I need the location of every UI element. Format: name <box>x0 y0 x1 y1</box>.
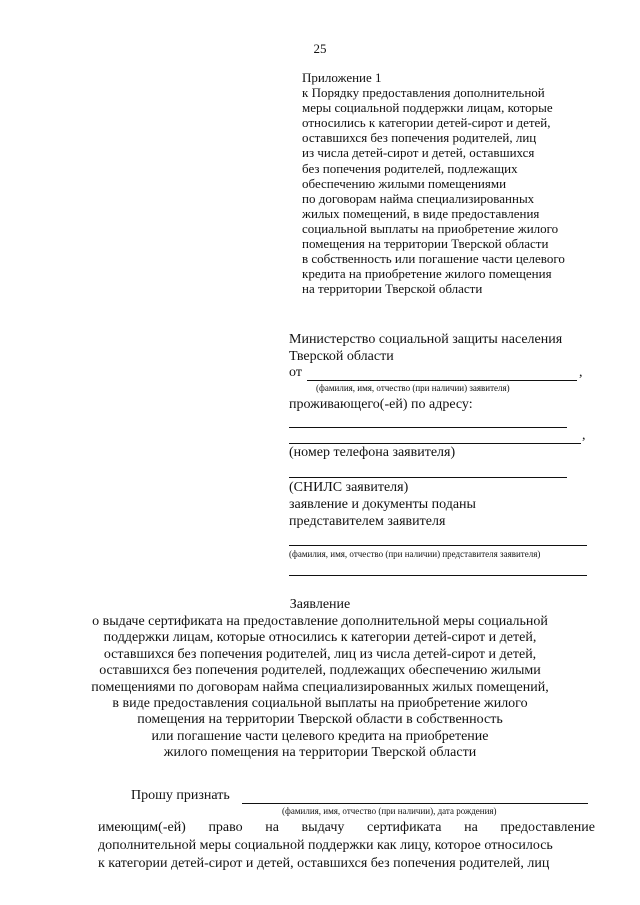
appendix-line: оставшихся без попечения родителей, лиц <box>302 130 537 146</box>
recognized-person-field[interactable] <box>242 803 588 804</box>
subject-line: о выдаче сертификата на предоставление дополнительной меры социальной <box>92 614 548 629</box>
body-line-2: дополнительной меры социальной поддержки как лицу, которое относилось <box>98 838 553 853</box>
subject-line: жилого помещения на территории Тверской области <box>163 745 477 761</box>
body-word: имеющим(-ей) <box>98 820 186 835</box>
appendix-block <box>302 70 565 296</box>
representative-line-1: заявление и документы поданы <box>289 497 476 512</box>
page-number: 25 <box>313 41 327 56</box>
appendix-line: жилых помещений, в виде предоставления <box>302 205 540 221</box>
statement-subject <box>0 614 640 762</box>
subject-line: оставшихся без попечения родителей, подлежащих обеспечению жилыми <box>99 663 541 679</box>
ministry-line-2: Тверской области <box>289 349 394 364</box>
subject-line: поддержки лицам, которые относились к категории детей-сирот и детей, <box>103 630 537 646</box>
body-word: предоставление <box>500 820 595 835</box>
representative-line-2: представителем заявителя <box>289 514 446 529</box>
address-field-2[interactable] <box>289 443 581 444</box>
appendix-line: меры социальной поддержки лицам, которые <box>302 100 553 116</box>
appendix-line: в собственность или погашение части целевого <box>302 251 565 267</box>
appendix-line: без попечения родителей, подлежащих <box>302 160 518 176</box>
appendix-line: относились к категории детей-сирот и детей, <box>302 115 551 131</box>
body-word: сертификата <box>366 820 442 835</box>
applicant-name-hint: (фамилия, имя, отчество (при наличии) заявителя) <box>316 383 510 393</box>
appendix-line: на территории Тверской области <box>302 281 483 297</box>
subject-line: оставшихся без попечения родителей, лиц из числа детей-сирот и детей, <box>103 646 537 662</box>
subject-line: помещения на территории Тверской области в собственность <box>137 712 503 728</box>
request-label: Прошу признать <box>131 788 230 803</box>
phone-label: (номер телефона заявителя) <box>289 445 456 460</box>
recognized-person-hint: (фамилия, имя, отчество (при наличии), дата рождения) <box>282 806 497 816</box>
appendix-line: социальной выплаты на приобретение жилого <box>302 220 559 236</box>
subject-line: в виде предоставления социальной выплаты на приобретение жилого <box>112 696 528 712</box>
appendix-line: по договорам найма специализированных <box>302 190 535 206</box>
snils-field[interactable] <box>289 477 567 478</box>
body-word: выдачу <box>301 820 345 835</box>
applicant-name-field[interactable] <box>307 380 577 381</box>
representative-name-hint: (фамилия, имя, отчество (при наличии) представителя заявителя) <box>289 549 541 559</box>
body-word: на <box>464 820 478 835</box>
address-field-1[interactable] <box>289 427 567 428</box>
body-word: на <box>265 820 279 835</box>
residence-label: проживающего(-ей) по адресу: <box>289 397 473 412</box>
body-line-1 <box>98 820 595 836</box>
from-label: от <box>289 365 302 380</box>
subject-line: помещениями по договорам найма специализированных жилых помещений, <box>91 679 549 695</box>
appendix-line: кредита на приобретение жилого помещения <box>302 266 552 282</box>
body-line-3: к категории детей-сирот и детей, оставшихся без попечения родителей, лиц <box>98 856 550 871</box>
appendix-line: из числа детей-сирот и детей, оставшихся <box>302 145 535 161</box>
appendix-line: помещения на территории Тверской области <box>302 236 549 252</box>
subject-line: или погашение части целевого кредита на приобретение <box>151 728 489 744</box>
comma: , <box>582 428 586 443</box>
representative-extra-field[interactable] <box>289 575 587 576</box>
representative-name-field[interactable] <box>289 545 587 546</box>
appendix-line: обеспечению жилыми помещениями <box>302 175 507 191</box>
appendix-heading: Приложение 1 <box>302 70 382 85</box>
appendix-line: к Порядку предоставления дополнительной <box>302 85 545 101</box>
body-word: право <box>208 820 243 835</box>
statement-title: Заявление <box>289 597 351 612</box>
snils-label: (СНИЛС заявителя) <box>289 480 409 495</box>
ministry-line-1: Министерство социальной защиты населения <box>289 332 563 347</box>
comma: , <box>579 365 583 380</box>
